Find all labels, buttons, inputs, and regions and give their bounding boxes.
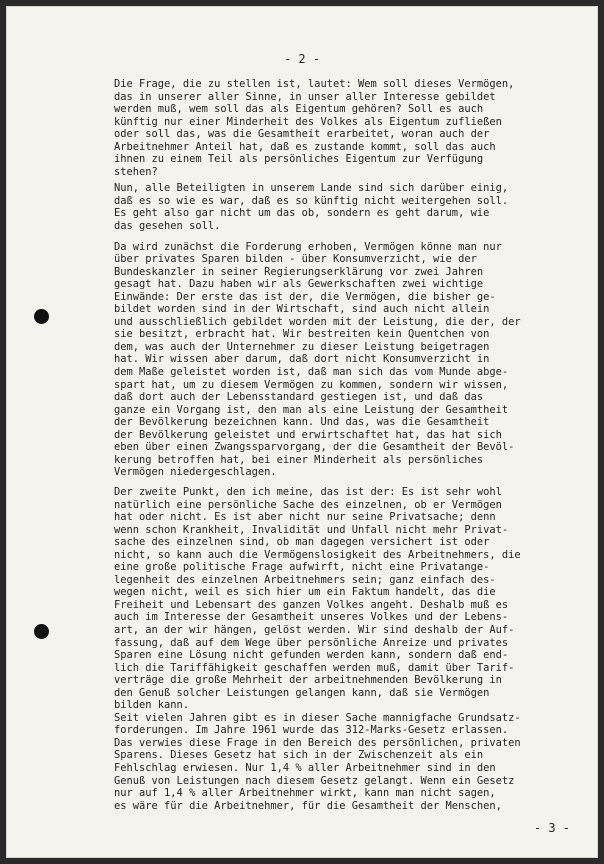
text-line: bilden kann. <box>114 699 190 712</box>
text-line: oder soll das, was die Gesamtheit erarbeitet, woran auch der <box>114 128 490 141</box>
paragraph <box>114 78 574 178</box>
text-line: dem, was auch der Unternehmer zu dieser Leistung beigetragen <box>114 340 490 353</box>
text-line: Die Frage, die zu stellen ist, lautet: Wem soll dieses Vermögen, <box>114 78 515 90</box>
text-line: stehen? <box>114 165 158 178</box>
text-line: werden muß, wem soll das als Eigentum gehören? Soll es auch <box>114 103 484 116</box>
text-line: Der zweite Punkt, den ich meine, das ist der: Es ist sehr wohl <box>114 485 502 498</box>
text-line: Seit vielen Jahren gibt es in dieser Sache mannigfache Grundsatz- <box>114 711 521 724</box>
text-line: ganze ein Vorgang ist, den man als eine Leistung der Gesamtheit <box>114 403 509 416</box>
text-line: Fehlschlag erwiesen. Nur 1,4 % aller Arbeitnehmer sind in den <box>114 761 496 774</box>
text-line: Das verwies diese Frage in den Bereich des persönlichen, privaten <box>114 736 521 749</box>
text-line: legenheit des einzelnen Arbeitnehmers sein; ganz einfach des- <box>114 573 496 586</box>
text-line: nicht, so kann auch die Vermögenslosigkeit des Arbeitnehmers, die <box>114 548 521 561</box>
text-line: sache des einzelnen sind, ob man dagegen versichert ist oder <box>114 536 490 549</box>
text-line: dem Maße geleistet worden ist, daß man sich das vom Munde abge- <box>114 366 509 379</box>
text-line: den Genuß solcher Leistungen gelangen kann, daß sie Vermögen <box>114 686 490 699</box>
document-page <box>6 6 598 858</box>
text-line: forderungen. Im Jahre 1961 wurde das 312-Marks-Gesetz erlassen. <box>114 724 509 737</box>
punch-hole-bottom <box>34 624 49 639</box>
paragraph <box>114 182 574 232</box>
text-line: daß es so wie es war, daß es so künftig nicht weitergehen soll. <box>114 194 509 207</box>
text-line: Vermögen niedergeschlagen. <box>114 466 277 479</box>
text-line: Es geht also gar nicht um das ob, sondern es geht darum, wie <box>114 207 490 220</box>
text-line: art, an der wir hängen, gelöst werden. Wir sind deshalb der Auf- <box>114 623 515 636</box>
text-line: es wäre für die Arbeitnehmer, für die Gesamtheit der Menschen, <box>114 799 502 812</box>
text-line: bildet worden sind in der Wirtschaft, sind auch nicht allein <box>114 303 490 316</box>
text-line: wenn schon Krankheit, Invalidität und Unfall nicht mehr Privat- <box>114 523 509 536</box>
text-line: Da wird zunächst die Forderung erhoben, Vermögen könne man nur <box>114 240 502 253</box>
text-line: Sparens. Dieses Gesetz hat sich in der Zwischenzeit als ein <box>114 749 484 762</box>
next-page-marker: - 3 - <box>533 821 570 835</box>
text-line: lich die Tariffähigkeit geschaffen werden muß, damit über Tarif- <box>114 661 515 674</box>
text-line: hat oder nicht. Es ist aber nicht nur seine Privatsache; denn <box>114 511 496 524</box>
text-line: künftig nur einer Minderheit des Volkes als Eigentum zufließen <box>114 115 502 128</box>
text-line: Genuß von Leistungen nach diesem Gesetz gelangt. Wenn ein Gesetz <box>114 774 515 787</box>
text-line: eben über einen Zwangssparvorgang, der die Gesamtheit der Bevöl- <box>114 441 515 454</box>
text-line: spart hat, um zu diesem Vermögen zu kommen, sondern wir wissen, <box>114 378 509 391</box>
text-line: Sparen eine Lösung nicht gefunden werden kann, sondern daß end- <box>114 649 509 662</box>
text-line: Arbeitnehmer Anteil hat, daß es zustande kommt, soll das auch <box>114 140 496 153</box>
text-line: über privates Sparen bilden - über Konsumverzicht, wie der <box>114 253 477 266</box>
text-line: Einwände: Der erste das ist der, die Vermögen, die bisher ge- <box>114 290 496 303</box>
text-line: daß dort auch der Lebensstandard gestiegen ist, und daß das <box>114 391 484 404</box>
text-line: das in unserer aller Sinne, in unser aller Interesse gebildet <box>114 90 496 103</box>
text-line: fassung, daß auf dem Wege über persönliche Anreize und privates <box>114 636 509 649</box>
text-line: eine große politische Frage aufwirft, nicht eine Privatange- <box>114 561 490 574</box>
paragraph <box>114 241 574 479</box>
text-line: Nun, alle Beteiligten in unserem Lande sind sich darüber einig, <box>114 182 509 195</box>
punch-hole-top <box>34 309 49 324</box>
text-line: auch im Interesse der Gesamtheit unseres Volkes und der Lebens- <box>114 611 509 624</box>
text-line: Bundeskanzler in seiner Regierungserklärung vor zwei Jahren <box>114 265 484 278</box>
text-line: und ausschließlich gebildet worden mit der Leistung, die der, der <box>114 315 521 328</box>
text-line: der Bevölkerung bezeichnen kann. Und das, was die Gesamtheit <box>114 416 490 429</box>
paragraph <box>114 712 574 812</box>
text-line: hat. Wir wissen aber darum, daß dort nicht Konsumverzicht in <box>114 353 490 366</box>
text-line: ihnen zu einem Teil als persönliches Eigentum zur Verfügung <box>114 153 484 166</box>
text-line: gesagt hat. Dazu haben wir als Gewerkschaften zwei wichtige <box>114 278 484 291</box>
text-line: kerung betroffen hat, bei einer Minderheit als persönliches <box>114 453 484 466</box>
text-line: sie besitzt, erbracht hat. Wir bestreiten kein Quentchen von <box>114 328 490 341</box>
text-line: nur auf 1,4 % aller Arbeitnehmer wirkt, kann man nicht sagen, <box>114 787 496 800</box>
text-line: der Bevölkerung geleistet und erwirtschaftet hat, das hat sich <box>114 428 502 441</box>
paragraph <box>114 486 574 712</box>
page-number: - 2 - <box>283 52 321 66</box>
text-line: wegen nicht, weil es sich hier um ein Faktum handelt, das die <box>114 586 496 599</box>
text-line: natürlich eine persönliche Sache des einzelnen, ob er Vermögen <box>114 498 502 511</box>
body-text <box>114 78 574 812</box>
text-line: Freiheit und Lebensart des ganzen Volkes angeht. Deshalb muß es <box>114 598 509 611</box>
text-line: das gesehen soll. <box>114 220 221 233</box>
text-line: verträge die große Mehrheit der arbeitnehmenden Bevölkerung in <box>114 674 502 687</box>
